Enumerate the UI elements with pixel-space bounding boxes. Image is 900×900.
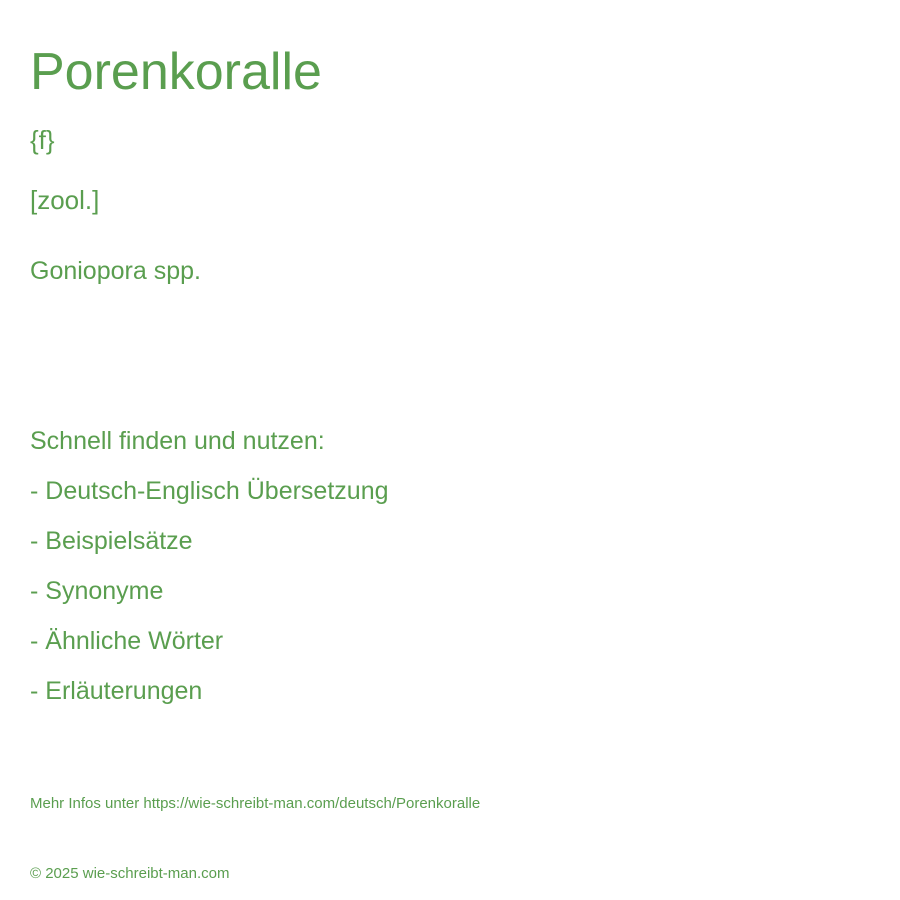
quick-link-example-sentences: - Beispielsätze: [30, 527, 193, 555]
more-info-text: Mehr Infos unter https://wie-schreibt-man.com/deutsch/Porenkoralle: [30, 795, 481, 812]
copyright-text: © 2025 wie-schreibt-man.com: [30, 865, 230, 882]
quick-link-translation: - Deutsch-Englisch Übersetzung: [30, 477, 389, 505]
quick-links-list: [30, 476, 389, 726]
gender-label: {f}: [30, 125, 55, 155]
quick-link-synonyms: - Synonyme: [30, 577, 164, 605]
latin-name: Goniopora spp.: [30, 257, 201, 285]
quick-link-similar-words: - Ähnliche Wörter: [30, 627, 224, 655]
quick-links-heading: Schnell finden und nutzen:: [30, 427, 325, 455]
page-title: Porenkoralle: [30, 43, 322, 101]
quick-link-explanations: - Erläuterungen: [30, 677, 203, 705]
domain-label: [zool.]: [30, 185, 100, 215]
